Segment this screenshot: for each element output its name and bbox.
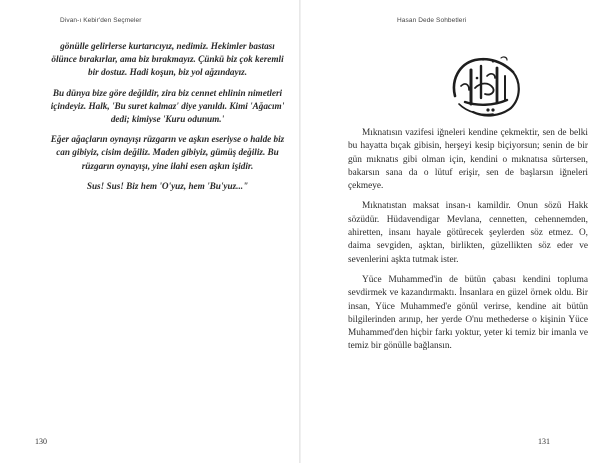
calligraphy-emblem-icon <box>441 52 531 122</box>
left-running-head: Divan-ı Kebir'den Seçmeler <box>60 17 142 24</box>
right-paragraph-2: Mıknatıstan maksat insan-ı kamildir. Onun sözü Hakk sözüdür. Hüdavendigar Mevlana, cennetten, cehennemden, ahiretten, insanı hayale götürecek şeylerden söz etmez. O, daima sevgiden, aşktan, birlikten, güzellikten söz eder ve sevenlerini aşkta tutmak ister. <box>348 201 588 265</box>
left-paragraph-2: Bu dünya bize göre değildir, zira biz cennet ehlinin nimetleri içindeyiz. Halk, 'Bu suret kalmaz' diye yanıldı. Kimi 'Ağacım' dedi; kimiyse 'Kuru odunum.' <box>50 87 285 125</box>
right-paragraph-3: Yüce Muhammed'in de bütün çabası kendini topluma sevdirmek ve kazandırmaktı. İnsanlara en güzel örnek oldu. Bir insan, Yüce Muhammed'e gönül verirse, kendine ait bütün bilgilerinden arınıp, her yerde O'nu methederse o kişinin Yüce Muhammed'den hiçbir farkı yoktur, yeter ki temiz bir imanla ve temiz bir gönülle bağlansın. <box>348 274 588 352</box>
left-page-number: 130 <box>35 437 47 446</box>
right-body-text <box>348 127 588 361</box>
right-running-head: Hasan Dede Sohbetleri <box>397 17 467 24</box>
left-quote-text <box>50 40 285 200</box>
left-paragraph-4: Sus! Sus! Biz hem 'O'yuz, hem 'Bu'yuz..." <box>86 180 249 191</box>
right-page-number: 131 <box>538 437 550 446</box>
left-page <box>0 0 299 463</box>
left-paragraph-3: Eğer ağaçların oynayışı rüzgarın ve aşkın eseriyse o halde biz can gibiyiz, cisim değiliz. Maden gibiyiz, gümüş değiliz. Bu rüzgarın oynayışı, yine ilahi esen aşkın işidir. <box>50 134 285 171</box>
right-paragraph-1: Mıknatısın vazifesi iğneleri kendine çekmektir, sen de belki bu hayatta bıçak gibisin, herşeyi kesip biçiyorsun; senin de bir gün mıknatıs gibi olman için, kendini o mıknatısa sürtersen, bakarsın sana da o lütuf erişir, sen de başlarsın iğneleri çekmeye. <box>348 128 588 192</box>
right-page <box>301 0 600 463</box>
left-paragraph-1: gönülle gelirlerse kurtarıcıyız, nedimiz. Hekimler bastası ölünce bırakırlar, ama biz bırakmayız. Çünkü biz çok keremli bir dostuz. Hadi koşun, biz yol ağzındayız. <box>51 41 284 78</box>
